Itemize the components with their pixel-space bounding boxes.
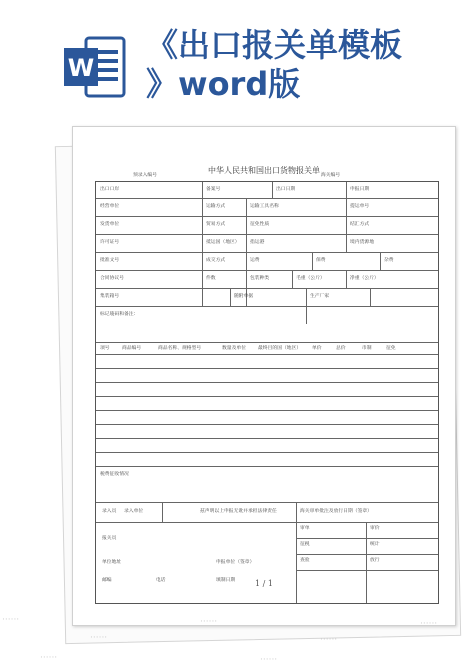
field-pieces: 件数 bbox=[206, 276, 216, 281]
field-consignor: 发货单位 bbox=[100, 222, 120, 227]
field-container-no: 集装箱号 bbox=[100, 294, 120, 299]
tax-collection-label: 税费征收情况 bbox=[100, 472, 129, 477]
field-contract-no: 合同协议号 bbox=[100, 276, 124, 281]
field-freight: 运费 bbox=[250, 258, 260, 263]
field-vehicle-name: 运输工具名称 bbox=[250, 204, 279, 209]
field-domestic-source: 境内货源地 bbox=[350, 240, 374, 245]
audit-label: 审单 bbox=[300, 526, 310, 531]
postcode-label: 邮编 bbox=[102, 578, 112, 583]
field-export-port: 出口口岸 bbox=[100, 187, 120, 192]
word-icon bbox=[62, 34, 126, 100]
page-title bbox=[146, 26, 466, 104]
customs-no-label: 海关编号 bbox=[321, 173, 341, 178]
goods-col-code: 商品编号 bbox=[122, 346, 142, 351]
goods-col-name: 商品名称、规格型号 bbox=[158, 346, 202, 351]
field-remarks: 标记唛码和备注： bbox=[100, 312, 139, 317]
entry-unit-label: 录入单位 bbox=[124, 509, 144, 514]
field-operator: 经营单位 bbox=[100, 204, 120, 209]
form-title: 中华人民共和国出口货物报关单 bbox=[208, 166, 320, 175]
goods-col-unit-price: 单价 bbox=[312, 346, 322, 351]
page-number: 1 / 1 bbox=[255, 579, 273, 588]
inspection-label: 查验 bbox=[300, 558, 310, 563]
customs-notes-label: 海关审单批注及放行日期（签章） bbox=[300, 509, 372, 514]
field-bill-no: 提运单号 bbox=[350, 204, 370, 209]
field-trade-mode: 贸易方式 bbox=[206, 222, 226, 227]
field-export-date: 出口日期 bbox=[276, 187, 296, 192]
declaring-unit-label: 申报单位（签章） bbox=[216, 560, 255, 565]
fill-date-label: 填制日期 bbox=[216, 578, 236, 583]
field-gross-weight: 毛重（公斤） bbox=[296, 276, 325, 281]
word-icon-letter: W bbox=[67, 54, 95, 82]
declaration-statement: 兹声明以上申报无讹并承担法律责任 bbox=[200, 509, 277, 514]
entry-clerk-label: 录入员 bbox=[102, 509, 117, 514]
goods-col-total: 总价 bbox=[336, 346, 346, 351]
watermark-pattern: ······ ······ ······ ······ ······ ······ ······ bbox=[2, 615, 438, 665]
field-exemption-nature: 征免性质 bbox=[250, 222, 270, 227]
field-settlement: 结汇方式 bbox=[350, 222, 370, 227]
field-transaction-mode: 成交方式 bbox=[206, 258, 226, 263]
goods-col-destination: 最终目的国（地区） bbox=[258, 346, 302, 351]
phone-label: 电话 bbox=[156, 578, 166, 583]
field-license-no: 许可证号 bbox=[100, 240, 120, 245]
field-insurance: 保费 bbox=[316, 258, 326, 263]
field-destination-country: 抵运国（地区） bbox=[206, 240, 240, 245]
declarant-label: 报关员 bbox=[102, 536, 117, 541]
field-port-of-destination: 指运港 bbox=[250, 240, 265, 245]
unit-address-label: 单位地址 bbox=[102, 560, 122, 565]
customs-declaration-form bbox=[95, 181, 439, 604]
field-misc-fees: 杂费 bbox=[384, 258, 394, 263]
goods-col-currency: 币制 bbox=[362, 346, 372, 351]
release-label: 放行 bbox=[370, 558, 380, 563]
field-manufacturer: 生产厂家 bbox=[310, 294, 330, 299]
field-transport-mode: 运输方式 bbox=[206, 204, 226, 209]
tax-review-label: 征税 bbox=[300, 542, 310, 547]
goods-col-exemption: 征免 bbox=[386, 346, 396, 351]
pricing-label: 审价 bbox=[370, 526, 380, 531]
field-net-weight: 净重（公斤） bbox=[350, 276, 379, 281]
statistics-label: 统计 bbox=[370, 542, 380, 547]
goods-col-quantity: 数量及单位 bbox=[222, 346, 246, 351]
field-documents: 随附单据 bbox=[234, 294, 254, 299]
title-line-1: 《出口报关单模板 bbox=[146, 26, 403, 64]
title-line-2: 》word版 bbox=[146, 65, 301, 103]
document-page bbox=[72, 126, 456, 626]
pre-entry-label: 预录入编号 bbox=[133, 173, 157, 178]
goods-col-item: 项号 bbox=[100, 346, 110, 351]
field-declare-date: 申报日期 bbox=[350, 187, 370, 192]
field-approval-no: 批准文号 bbox=[100, 258, 120, 263]
field-record-no: 备案号 bbox=[206, 187, 221, 192]
field-package-type: 包装种类 bbox=[250, 276, 270, 281]
